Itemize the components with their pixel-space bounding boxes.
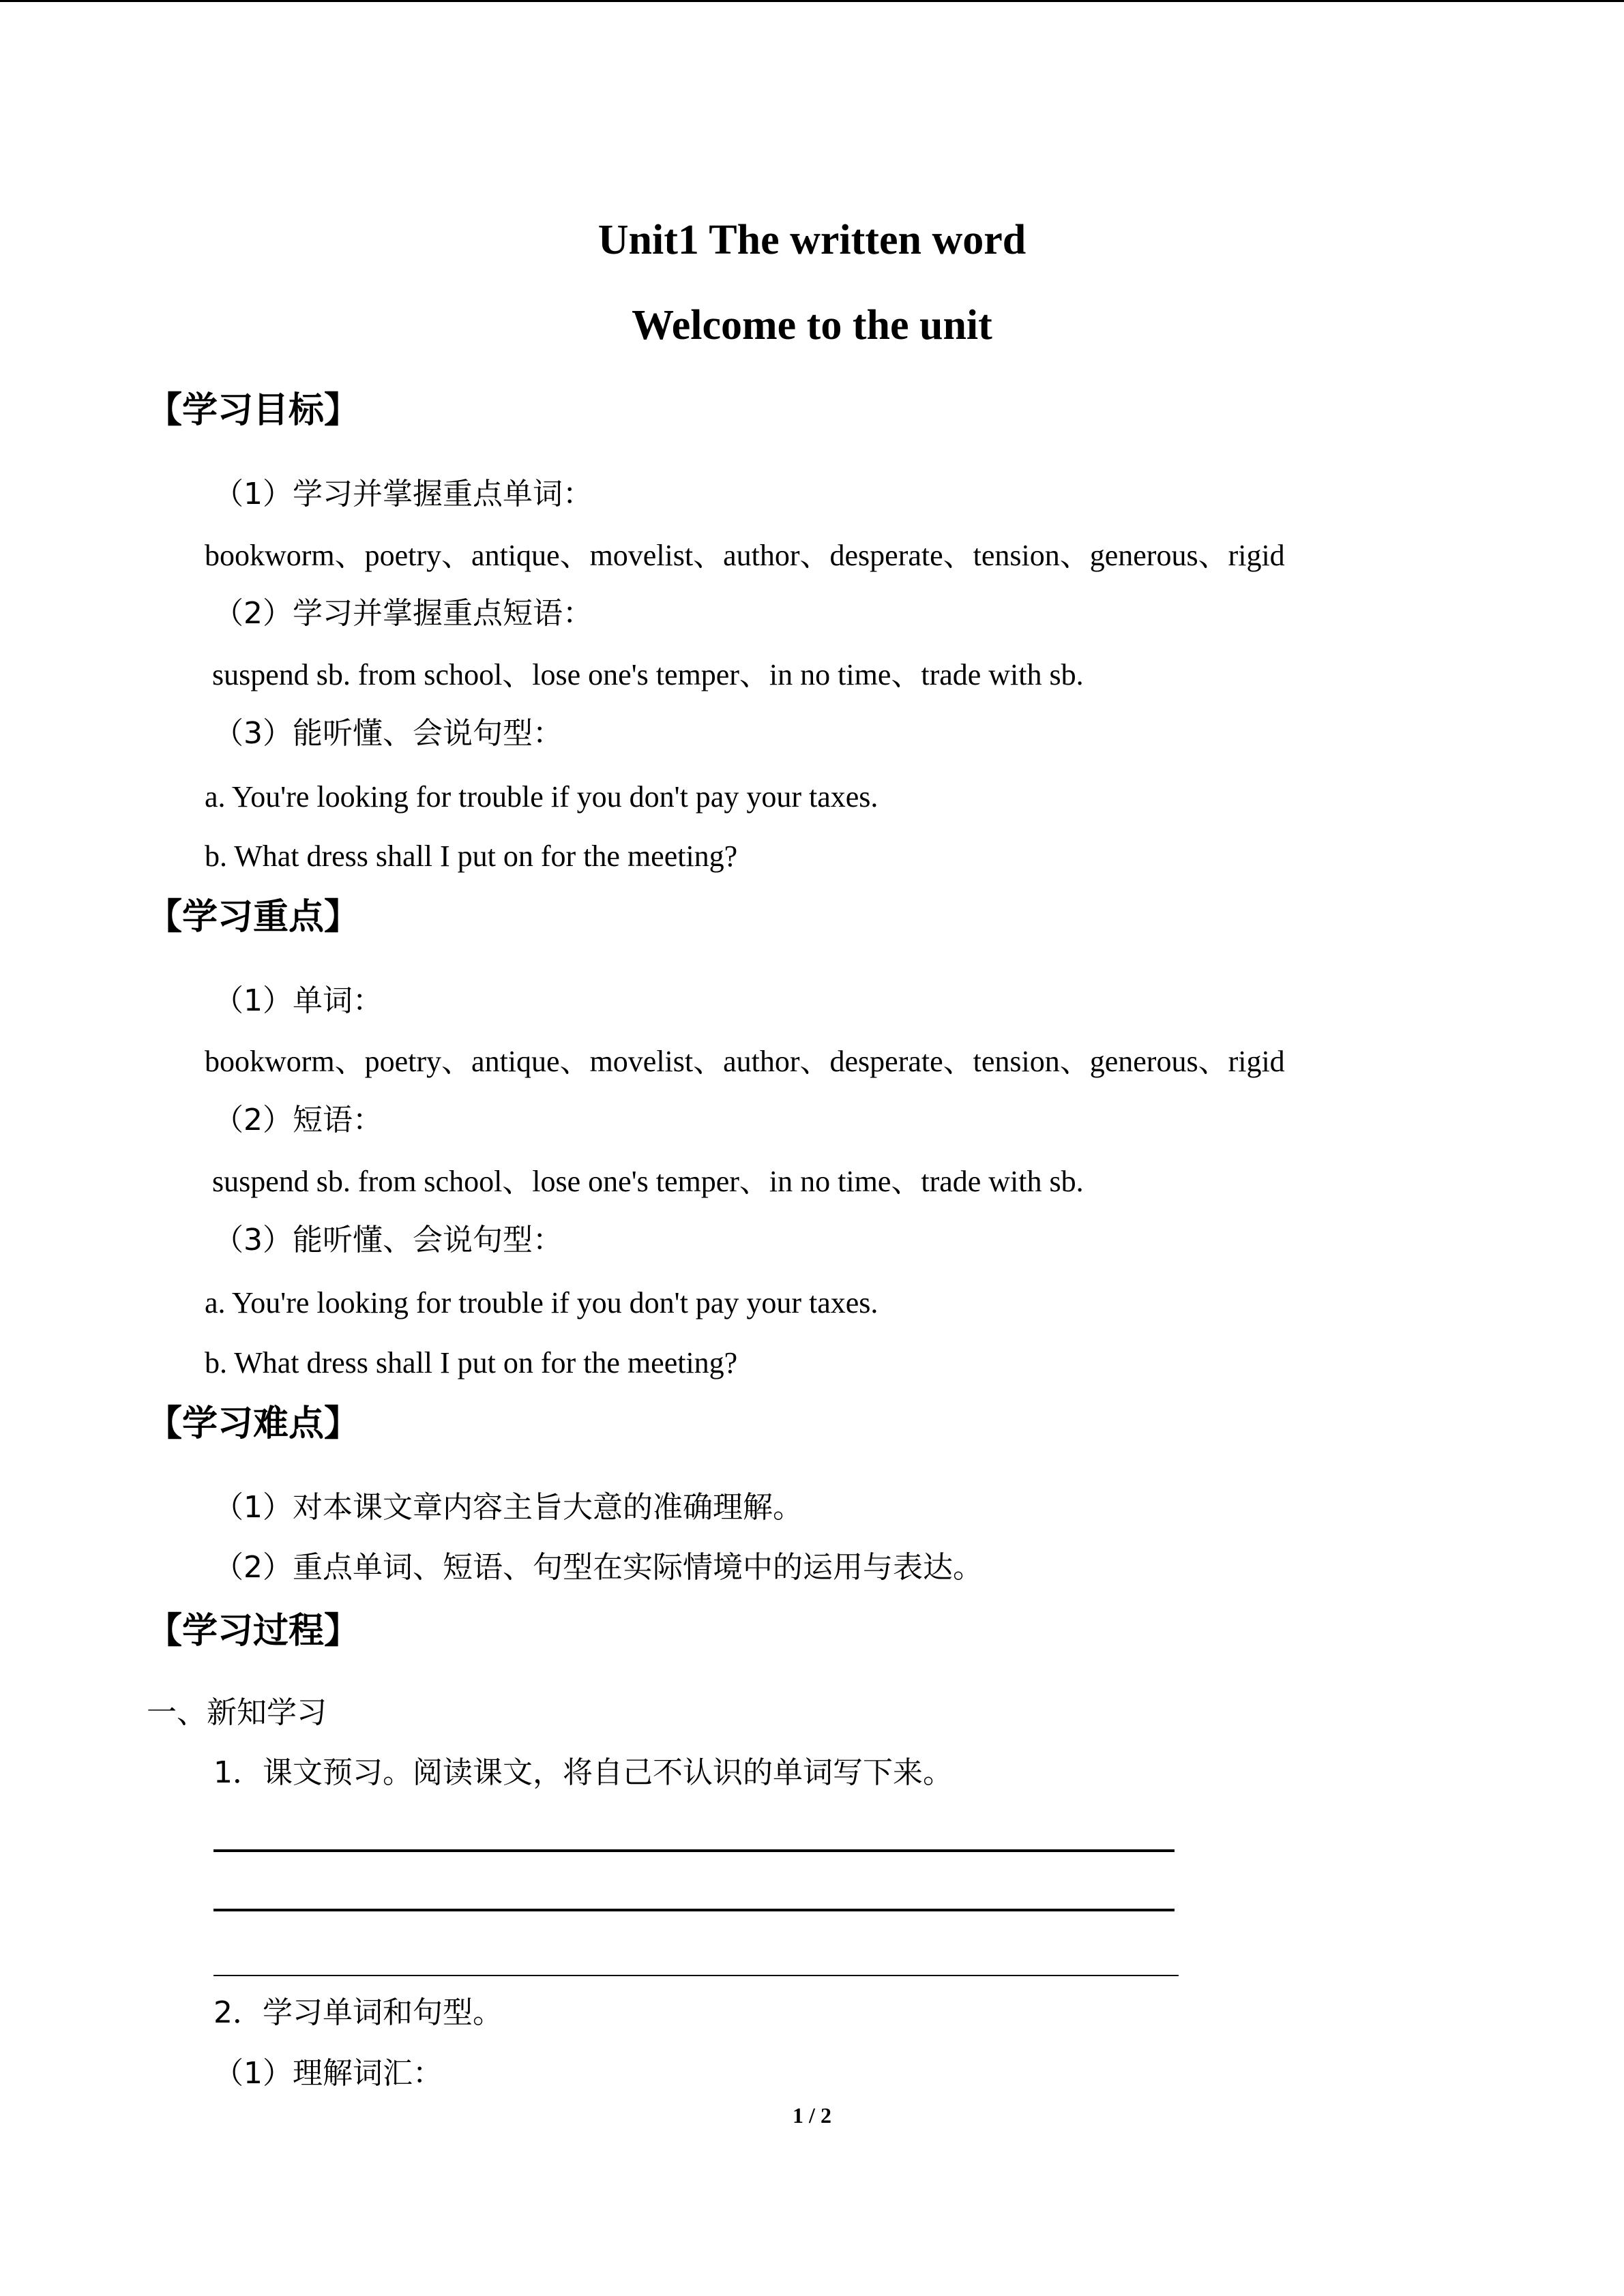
- answer-blank-line-1[interactable]: [213, 1849, 1175, 1852]
- objectives-sentence-a: a. You're looking for trouble if you don't pay your taxes.: [205, 780, 879, 814]
- key-points-sentence-a: a. You're looking for trouble if you don't pay your taxes.: [205, 1286, 879, 1320]
- difficulties-heading: 【学习难点】: [147, 1403, 360, 1444]
- top-border-rule: [0, 0, 1624, 2]
- process-step-2-sub-1: （1）理解词汇：: [213, 2056, 443, 2091]
- key-points-heading: 【学习重点】: [147, 897, 360, 938]
- key-points-phrases-list: suspend sb. from school、lose one's temper、in no time、trade with sb.: [212, 1165, 1084, 1198]
- objectives-phrases-label: （2）学习并掌握重点短语：: [213, 596, 593, 631]
- page-number: 1 / 2: [793, 2103, 831, 2128]
- objectives-sentences-label: （3）能听懂、会说句型：: [213, 716, 563, 751]
- process-step-2: 2．学习单词和句型。: [213, 1995, 503, 2030]
- difficulties-item-1: （1）对本课文章内容主旨大意的准确理解。: [213, 1490, 803, 1525]
- objectives-heading: 【学习目标】: [147, 390, 360, 431]
- difficulties-item-2: （2）重点单词、短语、句型在实际情境中的运用与表达。: [213, 1550, 983, 1585]
- process-part-1-title: 一、新知学习: [147, 1695, 327, 1730]
- document-subtitle: Welcome to the unit: [632, 302, 992, 348]
- answer-blank-line-2[interactable]: [213, 1909, 1175, 1911]
- key-points-words-list: bookworm、poetry、antique、movelist、author、desperate、tension、generous、rigid: [205, 1045, 1285, 1078]
- objectives-words-list: bookworm、poetry、antique、movelist、author、desperate、tension、generous、rigid: [205, 539, 1285, 572]
- key-points-sentence-b: b. What dress shall I put on for the meeting?: [205, 1346, 738, 1380]
- key-points-phrases-label: （2）短语：: [213, 1103, 383, 1137]
- objectives-phrases-list: suspend sb. from school、lose one's temper、in no time、trade with sb.: [212, 658, 1084, 691]
- key-points-sentences-label: （3）能听懂、会说句型：: [213, 1223, 563, 1257]
- document-title: Unit1 The written word: [597, 217, 1027, 263]
- objectives-sentence-b: b. What dress shall I put on for the meeting?: [205, 839, 738, 873]
- process-step-1: 1．课文预习。阅读课文，将自己不认识的单词写下来。: [213, 1755, 953, 1790]
- key-points-words-label: （1）单词：: [213, 983, 383, 1018]
- answer-blank-line-3[interactable]: [213, 1975, 1179, 1976]
- objectives-words-label: （1）学习并掌握重点单词：: [213, 477, 593, 511]
- process-heading: 【学习过程】: [147, 1611, 360, 1652]
